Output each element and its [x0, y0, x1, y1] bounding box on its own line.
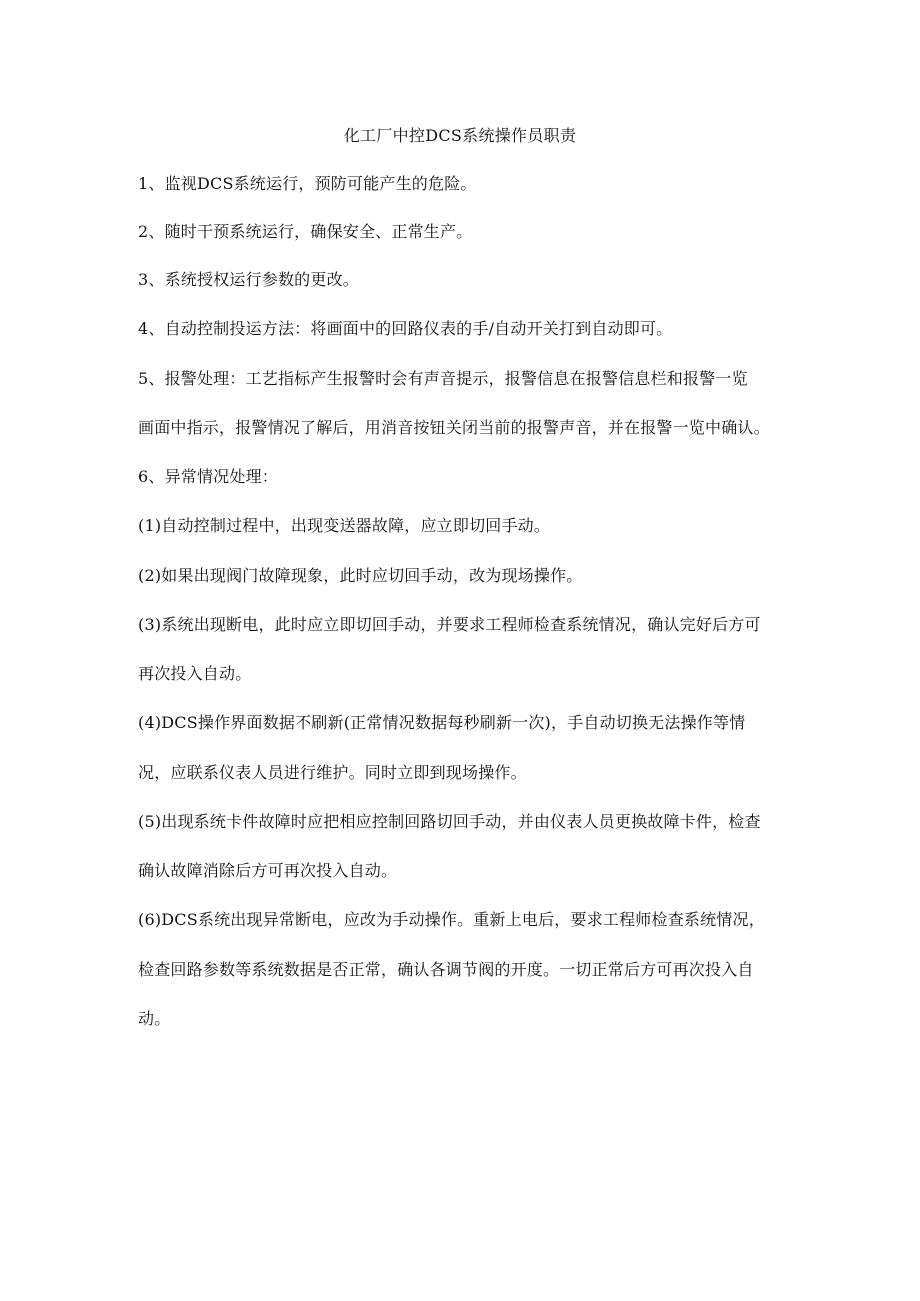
subitem-1: (1)自动控制过程中，出现变送器故障，应立即切回手动。 [138, 516, 551, 535]
document-title: 化工厂中控DCS系统操作员职责 [343, 126, 577, 145]
duty-item-5-line-2: 画面中指示，报警情况了解后，用消音按钮关闭当前的报警声音，并在报警一览中确认。 [138, 418, 770, 437]
duty-item-3: 3、系统授权运行参数的更改。 [138, 270, 359, 289]
subitem-4-line-2: 况，应联系仪表人员进行维护。同时立即到现场操作。 [138, 763, 527, 782]
subitem-5-line-2: 确认故障消除后方可再次投入自动。 [138, 861, 398, 880]
duty-item-5-line-1: 5、报警处理：工艺指标产生报警时会有声音提示，报警信息在报警信息栏和报警一览 [138, 369, 748, 388]
duty-item-6: 6、异常情况处理： [138, 467, 278, 486]
subitem-6-line-2: 检查回路参数等系统数据是否正常，确认各调节阀的开度。一切正常后方可再次投入自 [138, 960, 754, 979]
duty-item-1: 1、监视DCS系统运行，预防可能产生的危险。 [138, 174, 477, 193]
subitem-6-line-3: 动。 [138, 1009, 171, 1028]
subitem-6-line-1: (6)DCS系统出现异常断电，应改为手动操作。重新上电后，要求工程师检查系统情况， [138, 910, 765, 929]
subitem-2: (2)如果出现阀门故障现象，此时应切回手动，改为现场操作。 [138, 566, 583, 585]
subitem-3-line-1: (3)系统出现断电，此时应立即切回手动，并要求工程师检查系统情况，确认完好后方可 [138, 615, 761, 634]
duty-item-4: 4、自动控制投运方法：将画面中的回路仪表的手/自动开关打到自动即可。 [138, 319, 673, 338]
duty-item-2: 2、随时干预系统运行，确保安全、正常生产。 [138, 222, 473, 241]
subitem-3-line-2: 再次投入自动。 [138, 664, 252, 683]
subitem-4-line-1: (4)DCS操作界面数据不刷新(正常情况数据每秒刷新一次)，手自动切换无法操作等情 [138, 713, 746, 732]
subitem-5-line-1: (5)出现系统卡件故障时应把相应控制回路切回手动，并由仪表人员更换故障卡件，检查 [138, 812, 761, 831]
